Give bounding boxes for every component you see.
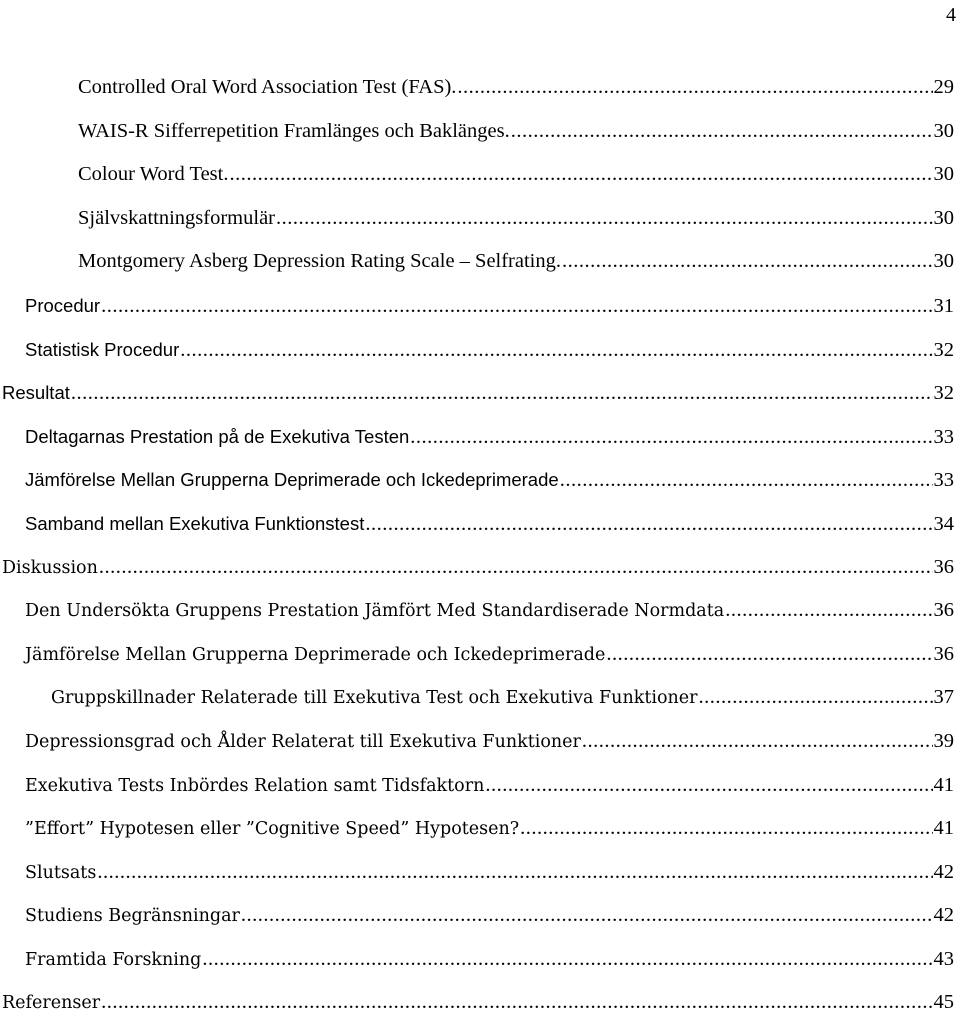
toc-entry-title: ”Effort” Hypotesen eller ”Cognitive Speed” Hypotesen? [25, 819, 520, 840]
toc-leader-dots [241, 894, 933, 938]
page-number: 4 [946, 4, 956, 26]
toc-entry[interactable] [0, 328, 960, 372]
table-of-contents [0, 66, 960, 1025]
toc-entry-title: Den Undersökta Gruppens Prestation Jämfört Med Standardiserade Normdata [25, 601, 725, 622]
toc-entry-page: 34 [933, 512, 954, 535]
toc-leader-dots [698, 676, 932, 720]
toc-entry-title: Gruppskillnader Relaterade till Exekutiva Test och Exekutiva Funktioner [51, 688, 698, 709]
toc-leader-dots [485, 764, 932, 808]
toc-leader-dots [97, 851, 932, 895]
toc-leader-dots [229, 153, 932, 197]
toc-entry-page: 30 [933, 119, 954, 142]
toc-leader-dots [180, 329, 932, 373]
toc-entry[interactable] [0, 66, 960, 110]
toc-entry[interactable] [0, 720, 960, 764]
toc-leader-dots [202, 938, 932, 982]
toc-entry[interactable] [0, 981, 960, 1025]
toc-entry-title: WAIS-R Sifferrepetition Framlänges och Baklänges. [78, 119, 510, 142]
toc-entry[interactable] [0, 502, 960, 546]
toc-entry-title: Referenser [2, 993, 101, 1014]
toc-entry-page: 39 [933, 729, 954, 752]
toc-leader-dots [725, 589, 932, 633]
toc-entry-page: 36 [933, 642, 954, 665]
toc-entry[interactable] [0, 546, 960, 590]
toc-entry-title: Självskattningsformulär [78, 206, 276, 229]
toc-entry[interactable] [0, 458, 960, 502]
toc-entry[interactable] [0, 110, 960, 154]
toc-entry-title: Slutsats [25, 862, 97, 883]
toc-leader-dots [276, 197, 932, 241]
toc-entry[interactable] [0, 240, 960, 284]
toc-entry-page: 41 [933, 817, 954, 840]
toc-entry[interactable] [0, 938, 960, 982]
toc-entry-page: 42 [933, 904, 954, 927]
toc-entry-title: Statistisk Procedur [25, 338, 180, 360]
toc-entry-page: 30 [933, 163, 954, 186]
toc-leader-dots [606, 633, 932, 677]
toc-entry-page: 36 [933, 599, 954, 622]
toc-leader-dots [101, 981, 932, 1025]
toc-entry[interactable] [0, 589, 960, 633]
toc-entry-title: Samband mellan Exekutiva Funktionstest [25, 512, 365, 534]
toc-leader-dots [457, 66, 932, 110]
toc-entry-title: Framtida Forskning [25, 949, 202, 970]
toc-entry-page: 33 [933, 425, 954, 448]
toc-entry-title: Resultat [2, 382, 70, 404]
toc-entry-page: 31 [933, 294, 954, 317]
toc-leader-dots [562, 240, 932, 284]
toc-leader-dots [410, 416, 932, 460]
toc-leader-dots [365, 503, 932, 547]
toc-entry-page: 45 [933, 991, 954, 1014]
toc-leader-dots [520, 807, 932, 851]
toc-entry[interactable] [0, 851, 960, 895]
toc-entry-title: Controlled Oral Word Association Test (FAS). [78, 76, 457, 98]
toc-entry-page: 30 [933, 250, 954, 273]
toc-entry[interactable] [0, 807, 960, 851]
toc-entry-title: Depressionsgrad och Ålder Relaterat till Exekutiva Funktioner [25, 731, 581, 752]
toc-entry[interactable] [0, 197, 960, 241]
toc-entry-title: Deltagarnas Prestation på de Exekutiva Testen [25, 425, 410, 447]
toc-leader-dots [582, 720, 933, 764]
toc-entry[interactable] [0, 415, 960, 459]
toc-entry[interactable] [0, 676, 960, 720]
toc-entry[interactable] [0, 764, 960, 808]
toc-entry-page: 41 [933, 773, 954, 796]
toc-entry-page: 30 [933, 206, 954, 229]
toc-leader-dots [71, 372, 933, 416]
toc-entry-title: Procedur [25, 294, 101, 316]
toc-entry-page: 37 [933, 686, 954, 709]
toc-entry-page: 43 [933, 947, 954, 970]
toc-entry-title: Diskussion [2, 557, 98, 578]
toc-entry[interactable] [0, 371, 960, 415]
toc-entry-page: 42 [933, 860, 954, 883]
toc-entry-title: Montgomery Asberg Depression Rating Scale – Selfrating. [78, 250, 562, 273]
toc-entry-page: 32 [933, 338, 954, 361]
toc-entry-title: Jämförelse Mellan Grupperna Deprimerade och Ickedeprimerade [25, 644, 606, 665]
toc-entry[interactable] [0, 153, 960, 197]
toc-entry-title: Colour Word Test. [78, 163, 229, 186]
toc-leader-dots [101, 285, 932, 329]
toc-leader-dots [560, 459, 933, 503]
toc-entry-page: 36 [933, 555, 954, 578]
toc-entry[interactable] [0, 633, 960, 677]
toc-entry[interactable] [0, 284, 960, 328]
toc-entry-title: Studiens Begränsningar [25, 906, 240, 927]
toc-entry[interactable] [0, 894, 960, 938]
toc-leader-dots [511, 110, 933, 154]
toc-entry-title: Jämförelse Mellan Grupperna Deprimerade och Ickedeprimerade [25, 469, 559, 491]
toc-leader-dots [99, 546, 933, 590]
toc-entry-page: 33 [933, 469, 954, 492]
toc-entry-page: 32 [933, 382, 954, 405]
toc-entry-page: 29 [933, 76, 954, 98]
toc-entry-title: Exekutiva Tests Inbördes Relation samt Tidsfaktorn [25, 775, 485, 796]
